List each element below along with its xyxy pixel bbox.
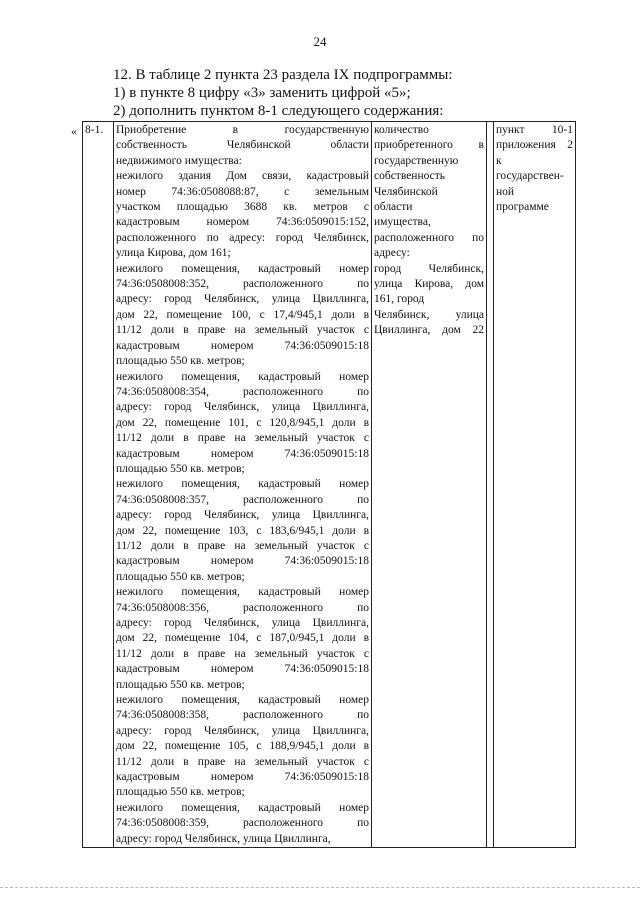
quantity-line: город Челябинск, [374,262,484,275]
description-line: 11/12 доли в праве на земельный участок с [116,539,369,552]
description-line: нежилого помещения, кадастровый номер [116,801,369,814]
quantity-line: государственную [374,154,459,167]
reference-line: пункт 10-1 [496,124,573,136]
description-line: недвижимого имущества: [116,154,242,167]
reference-line: государствен- [496,170,564,183]
description-line: адресу: город Челябинск, улица Цвиллинга, [116,293,369,306]
description-line: 11/12 доли в праве на земельный участок с [116,755,369,768]
quantity-line: адресу: [374,247,410,260]
description-line: участком площадью 3688 кв. метров с [116,201,369,214]
description-line: 74:36:0508008:352, расположенного по [116,278,369,291]
description-line: площадью 550 кв. метров; [116,355,245,368]
description-line: кадастровым номером 74:36:0509015:18 [116,555,369,568]
quantity-line: улица Кирова, дом [374,278,484,291]
description-line: 74:36:0508008:357, расположенного по [116,493,369,506]
quantity-text [374,123,484,339]
quantity-line: собственность [374,170,446,183]
quantity-line: области [374,201,413,214]
description-line: площадью 550 кв. метров; [116,678,245,691]
reference-line: к [496,154,502,167]
description-line: 74:36:0508008:358, расположенного по [116,709,369,722]
quantity-line: Цвиллинга, дом 22 [374,324,484,337]
row-number: 8-1. [85,124,104,136]
description-text [116,123,369,847]
description-line: адресу: город Челябинск, улица Цвиллинга, [116,617,369,629]
reference-cell [494,122,576,848]
description-line: дом 22, помещение 103, с 183,6/945,1 доли в [116,524,369,537]
quantity-line: имущества, [374,216,431,229]
description-line: 74:36:0508008:356, расположенного по [116,601,369,614]
description-line: дом 22, помещение 104, с 187,0/945,1 доли в [116,632,369,645]
description-line: 74:36:0508008:354, расположенного по [116,385,369,398]
page-number: 24 [313,34,327,49]
description-line: 74:36:0508008:359, расположенного по [116,817,369,830]
description-line: дом 22, помещение 100, с 17,4/945,1 доли в [116,308,369,321]
intro-line-3: 2) дополнить пунктом 8-1 следующего содержания: [113,103,444,119]
row-number-cell [83,122,114,848]
description-line: нежилого здания Дом связи, кадастровый [116,170,369,183]
description-line: 11/12 доли в праве на земельный участок с [116,432,369,445]
description-line: кадастровым номером 74:36:0509015:152, [116,216,369,229]
quantity-cell [372,122,487,848]
quantity-line: Челябинск, улица [374,308,484,321]
description-line: нежилого помещения, кадастровый номер [116,478,369,491]
amendment-table [82,121,576,848]
description-cell [114,122,372,848]
description-line: 11/12 доли в праве на земельный участок с [116,324,369,337]
description-line: 11/12 доли в праве на земельный участок с [116,647,369,660]
quantity-line: приобретенного в [374,139,484,152]
description-line: нежилого помещения, кадастровый номер [116,262,369,275]
quantity-line: Челябинской [374,185,438,198]
quantity-line: количество [374,124,429,136]
intro-line-1: 12. В таблице 2 пункта 23 раздела IX подпрограммы: [113,67,453,83]
intro-line-2: 1) в пункте 8 цифру «3» заменить цифрой «5»; [113,85,411,101]
reference-line: приложения 2 [496,139,573,152]
description-line: площадью 550 кв. метров; [116,786,245,799]
description-line: площадью 550 кв. метров; [116,570,245,583]
description-line: дом 22, помещение 101, с 120,8/945,1 доли в [116,416,369,429]
description-line: площадью 550 кв. метров; [116,462,245,475]
page-bottom-rule [0,887,640,888]
description-line: нежилого помещения, кадастровый номер [116,586,369,599]
description-line: адресу: город Челябинск, улица Цвиллинга, [116,401,369,414]
description-line: адресу: город Челябинск, улица Цвиллинга, [116,832,331,845]
reference-line: программе [496,201,549,214]
description-line: дом 22, помещение 105, с 188,9/945,1 доли в [116,740,369,753]
description-line: нежилого помещения, кадастровый номер [116,694,369,707]
quantity-line: 161, город [374,293,425,306]
description-line: расположенного по адресу: город Челябинск, [116,231,369,244]
table-row-8-1 [83,122,576,848]
description-line: кадастровым номером 74:36:0509015:18 [116,447,369,460]
description-line: собственность Челябинской области [116,139,369,152]
spacer-cell [487,122,494,848]
reference-text [496,123,573,215]
description-line: кадастровым номером 74:36:0509015:18 [116,663,369,676]
description-line: кадастровым номером 74:36:0509015:18 [116,339,369,352]
opening-quote: « [71,124,77,138]
reference-line: ной [496,185,515,198]
description-line: адресу: город Челябинск, улица Цвиллинга, [116,724,369,737]
description-line: номер 74:36:0508088:87, с земельным [116,185,369,198]
description-line: Приобретение в государственную [116,124,369,136]
description-line: адресу: город Челябинск, улица Цвиллинга, [116,509,369,522]
description-line: нежилого помещения, кадастровый номер [116,370,369,383]
amendment-intro [113,66,453,120]
quantity-line: расположенного по [374,231,484,244]
description-line: кадастровым номером 74:36:0509015:18 [116,771,369,784]
description-line: улица Кирова, дом 161; [116,247,231,260]
